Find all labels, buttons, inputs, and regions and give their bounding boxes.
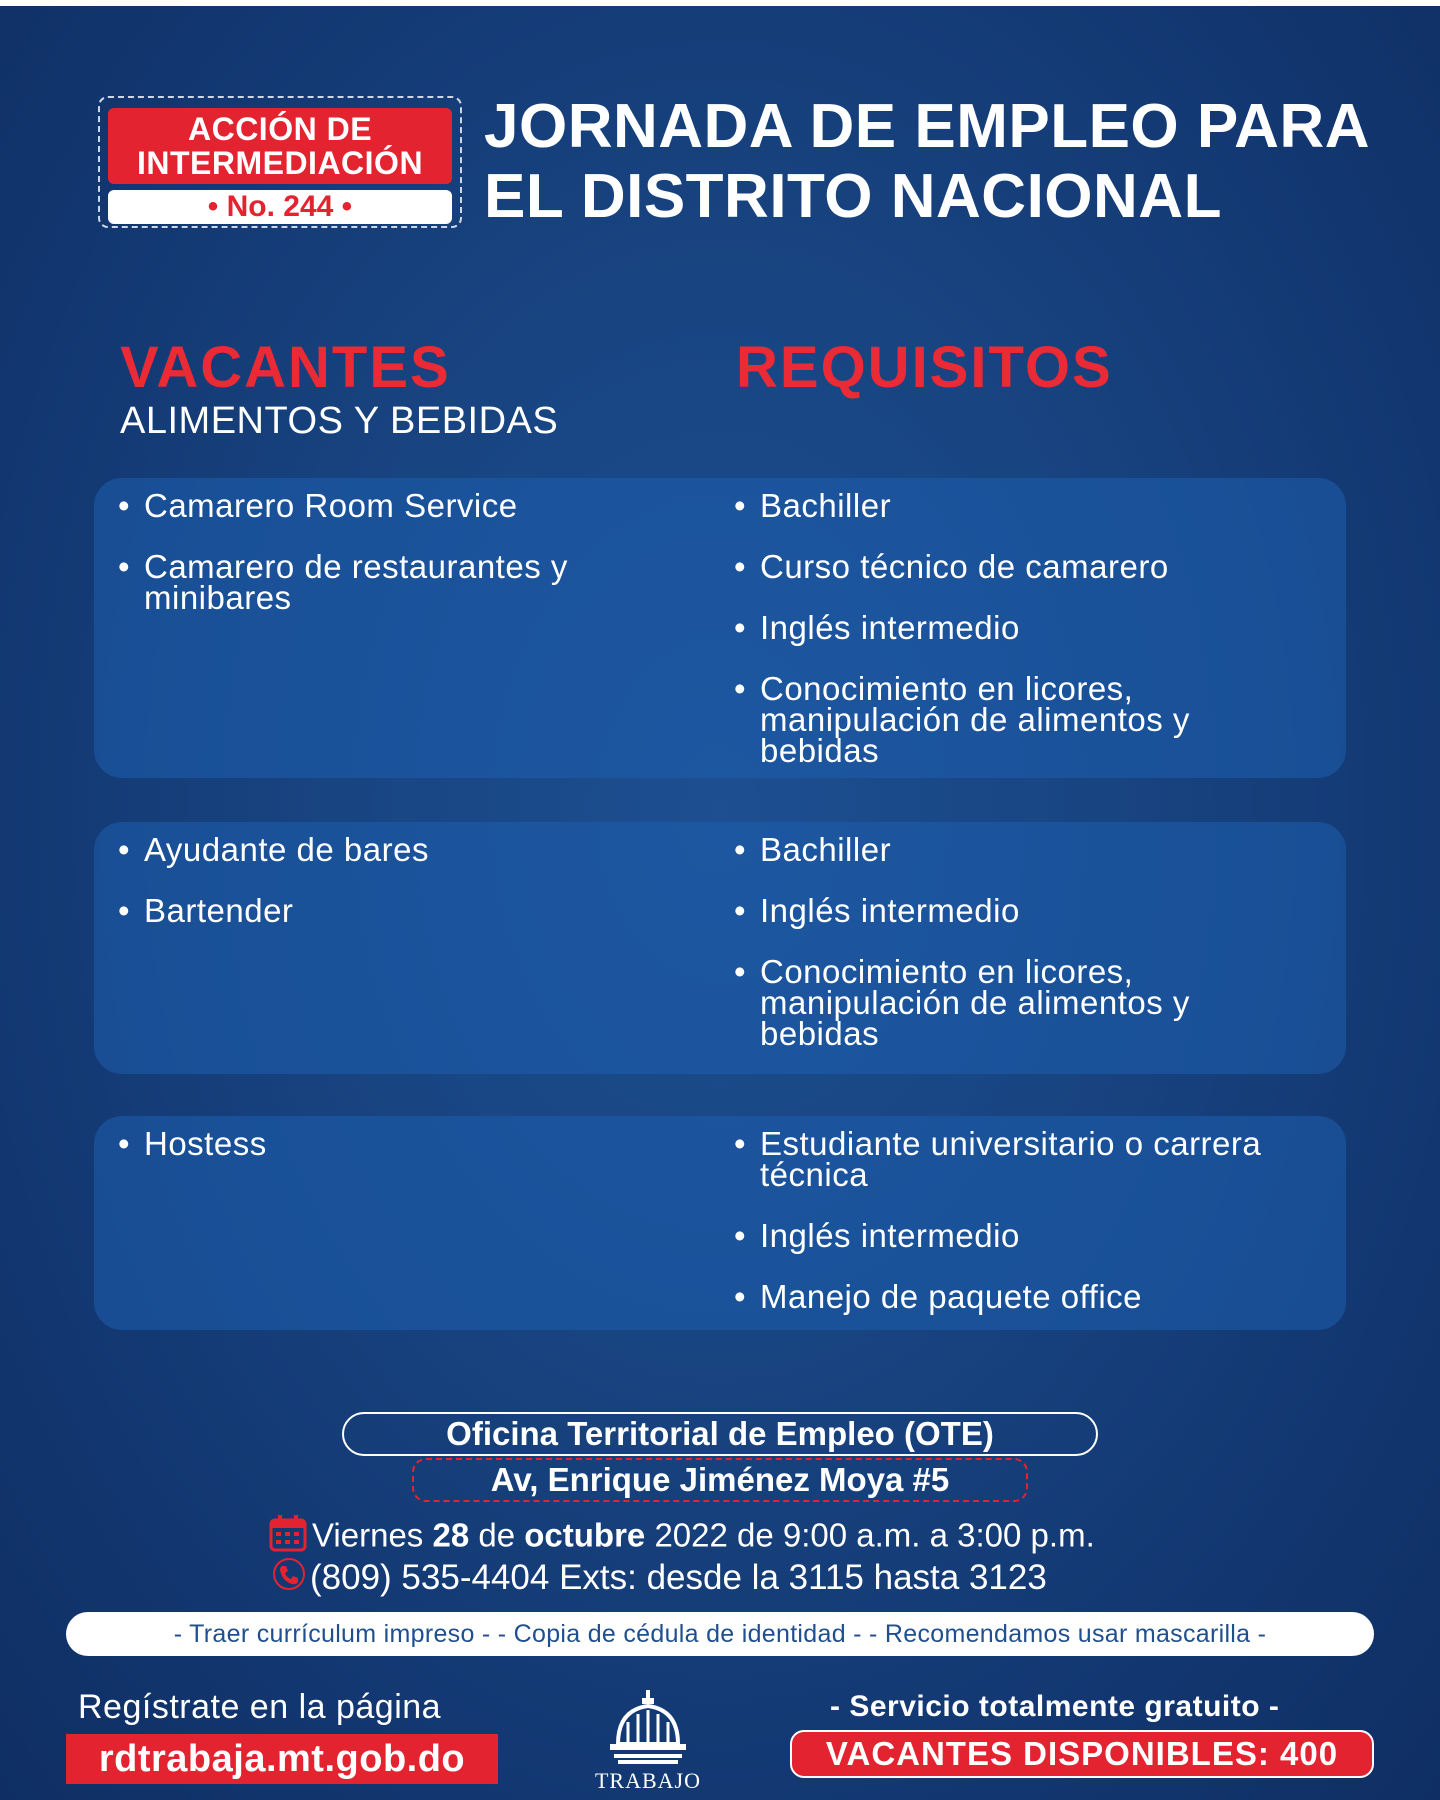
date-day: Viernes [312, 1516, 424, 1554]
vacancy-item: • Bartender [118, 895, 678, 926]
requirements-notes: - Traer currículum impreso - - Copia de cédula de identidad - - Recomendamos usar mascarilla - [66, 1612, 1374, 1656]
page-title [484, 92, 1384, 232]
requirement-list [734, 1125, 1294, 1342]
free-service-text: - Servicio totalmente gratuito - [830, 1690, 1280, 1723]
vacancy-panel-2 [94, 822, 1346, 1074]
top-border [0, 0, 1440, 6]
badge-line-1: ACCIÓN DE [187, 111, 373, 147]
requirement-item: • Estudiante universitario o carrera técnica [734, 1128, 1294, 1190]
requirement-item: • Conocimiento en licores, manipulación de alimentos y bebidas [734, 956, 1294, 1049]
requirement-list [734, 487, 1294, 796]
vacancies-heading: VACANTES [120, 335, 451, 400]
requirement-item: • Conocimiento en licores, manipulación de alimentos y bebidas [734, 673, 1294, 766]
vacancy-panel-3 [94, 1116, 1346, 1330]
date-month: octubre [524, 1516, 646, 1554]
badge-number: • No. 244 • [108, 190, 452, 224]
office-address: Av, Enrique Jiménez Moya #5 [412, 1458, 1028, 1502]
logo-text: TRABAJO [594, 1768, 701, 1793]
vacancy-item: • Hostess [118, 1128, 678, 1159]
requirement-item: • Inglés intermedio [734, 1220, 1294, 1251]
title-line-2: EL DISTRITO NACIONAL [484, 162, 1222, 231]
vacancy-list [118, 831, 678, 956]
calendar-icon [268, 1514, 308, 1562]
date-de: de [478, 1516, 516, 1554]
requirement-item: • Bachiller [734, 490, 1294, 521]
badge-title [108, 108, 452, 184]
event-date [268, 1514, 1188, 1562]
phone-text: (809) 535-4404 Exts: desde la 3115 hasta 3123 [310, 1558, 1047, 1597]
title-line-1: JORNADA DE EMPLEO PARA [484, 92, 1370, 161]
vacancy-item: • Ayudante de bares [118, 834, 678, 865]
requirement-list [734, 831, 1294, 1079]
contact-phone [272, 1556, 1172, 1602]
office-name: Oficina Territorial de Empleo (OTE) [342, 1412, 1098, 1456]
vacancy-list [118, 487, 678, 643]
vacancy-panel-1 [94, 478, 1346, 778]
vacancy-list [118, 1125, 678, 1189]
vacancies-available-badge: VACANTES DISPONIBLES: 400 [790, 1730, 1374, 1778]
requirements-heading: REQUISITOS [736, 335, 1113, 400]
category-subheading: ALIMENTOS Y BEBIDAS [120, 400, 559, 442]
register-text: Regístrate en la página [78, 1688, 442, 1726]
date-number: 28 [432, 1516, 470, 1554]
requirement-item: • Manejo de paquete office [734, 1281, 1294, 1312]
register-url[interactable]: rdtrabaja.mt.gob.do [66, 1734, 498, 1784]
vacancy-item: • Camarero Room Service [118, 490, 678, 521]
vacancy-item: • Camarero de restaurantes y minibares [118, 551, 678, 613]
requirement-item: • Bachiller [734, 834, 1294, 865]
phone-icon [272, 1557, 306, 1602]
intermediation-badge [98, 96, 462, 228]
badge-line-2: INTERMEDIACIÓN [136, 145, 424, 181]
requirement-item: • Curso técnico de camarero [734, 551, 1294, 582]
date-time: 2022 de 9:00 a.m. a 3:00 p.m. [654, 1516, 1095, 1554]
requirement-item: • Inglés intermedio [734, 895, 1294, 926]
requirement-item: • Inglés intermedio [734, 612, 1294, 643]
